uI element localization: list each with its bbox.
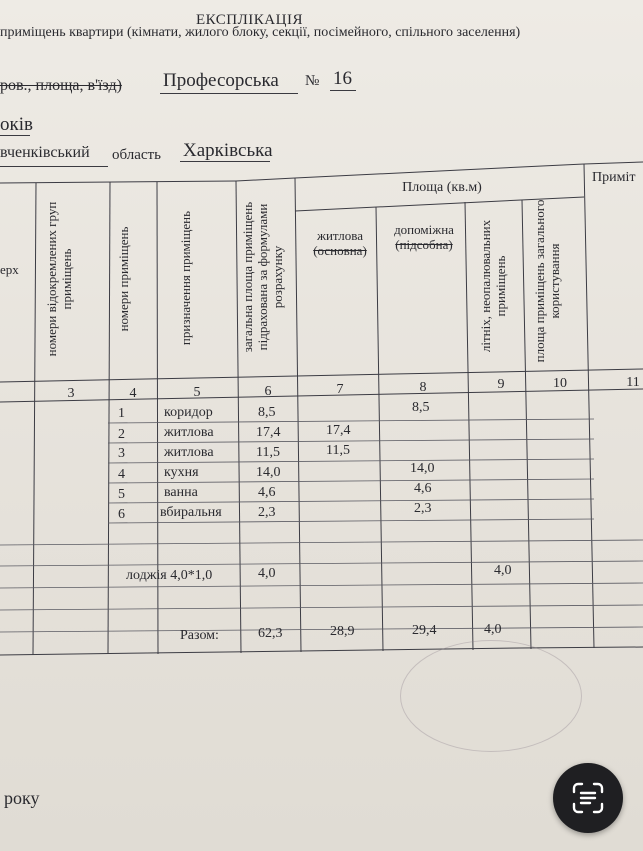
text-scan-icon bbox=[571, 781, 605, 815]
row4-name: кухня bbox=[164, 465, 199, 480]
footer-year-label: року bbox=[4, 788, 40, 808]
col-number-11: 11 bbox=[626, 375, 640, 390]
col-number-7: 7 bbox=[336, 382, 344, 397]
faded-stamp bbox=[400, 640, 582, 752]
row1-name: коридор bbox=[164, 405, 213, 420]
house-number: 16 bbox=[333, 68, 352, 89]
row1-aux: 8,5 bbox=[412, 400, 430, 415]
row5-total: 4,6 bbox=[258, 485, 276, 500]
row5-name: ванна bbox=[164, 485, 198, 500]
loggia-total: 4,0 bbox=[258, 566, 276, 581]
header-col5: призначення приміщень bbox=[178, 210, 193, 346]
header-col7 bbox=[303, 228, 377, 258]
summary-summer: 4,0 bbox=[484, 622, 502, 637]
col-number-5: 5 bbox=[193, 385, 201, 400]
col-number-6: 6 bbox=[264, 384, 272, 399]
address-prefix: ров., площа, в'їзд) bbox=[0, 77, 122, 94]
header-col8 bbox=[381, 222, 467, 252]
row6-aux: 2,3 bbox=[414, 501, 432, 516]
col-number-10: 10 bbox=[553, 376, 567, 391]
row2-living: 17,4 bbox=[326, 423, 351, 438]
street-name: Професорська bbox=[163, 70, 279, 91]
col-number-9: 9 bbox=[497, 377, 505, 392]
header-col4: номери приміщень bbox=[116, 226, 131, 332]
summary-label: Разом: bbox=[180, 628, 219, 643]
number-label: № bbox=[305, 73, 320, 89]
header-col10: площа приміщень загального користування bbox=[532, 199, 562, 363]
col-number-4: 4 bbox=[129, 386, 137, 401]
header-col8-line1: допоміжна bbox=[394, 222, 454, 237]
row3-no: 3 bbox=[118, 446, 125, 461]
text-scan-button[interactable] bbox=[553, 763, 623, 833]
row1-total: 8,5 bbox=[258, 405, 276, 420]
summary-aux: 29,4 bbox=[412, 623, 437, 638]
header-notes: Приміт bbox=[592, 170, 636, 185]
row5-no: 5 bbox=[118, 487, 125, 502]
row2-no: 2 bbox=[118, 427, 125, 442]
col-number-2 bbox=[0, 386, 6, 402]
row2-total: 17,4 bbox=[256, 425, 281, 440]
col-number-8: 8 bbox=[419, 380, 427, 395]
row4-aux: 14,0 bbox=[410, 461, 435, 476]
col-number-3: 3 bbox=[67, 386, 75, 401]
row3-name: житлова bbox=[164, 445, 214, 460]
header-floor: ерх bbox=[0, 262, 19, 277]
summary-total: 62,3 bbox=[258, 626, 283, 641]
row6-total: 2,3 bbox=[258, 505, 276, 520]
region-name: Харківська bbox=[183, 140, 273, 161]
header-col9: літніх, неопалювальних приміщень bbox=[478, 219, 508, 353]
row5-aux: 4,6 bbox=[414, 481, 432, 496]
row6-name: вбиральня bbox=[160, 505, 222, 520]
header-col3: номери відокремлених груп приміщень bbox=[44, 201, 74, 357]
city-partial: оків bbox=[0, 114, 33, 135]
header-col7-line1: житлова bbox=[316, 228, 364, 243]
document-subtitle: приміщень квартири (кімнати, жилого блоку, секції, посімейного, спільного заселення) bbox=[0, 25, 521, 40]
row3-total: 11,5 bbox=[256, 445, 280, 460]
row3-living: 11,5 bbox=[326, 443, 350, 458]
district-partial: вченківський bbox=[0, 144, 90, 161]
summary-living: 28,9 bbox=[330, 624, 355, 639]
region-label: область bbox=[112, 147, 161, 163]
row4-total: 14,0 bbox=[256, 465, 281, 480]
row4-no: 4 bbox=[118, 467, 125, 482]
header-area-group: Площа (кв.м) bbox=[402, 180, 482, 195]
row2-name: житлова bbox=[164, 425, 214, 440]
header-col6: загальна площа приміщень підрахована за формулами розрахунку bbox=[240, 201, 285, 353]
loggia-name: лоджія 4,0*1,0 bbox=[126, 568, 213, 583]
header-col8-line2: (підсобна) bbox=[395, 237, 453, 252]
loggia-summer: 4,0 bbox=[494, 563, 512, 578]
row1-no: 1 bbox=[118, 406, 125, 421]
header-col7-line2: (основна) bbox=[313, 243, 367, 258]
row6-no: 6 bbox=[118, 507, 125, 522]
document-title: ЕКСПЛІКАЦІЯ bbox=[196, 12, 303, 28]
